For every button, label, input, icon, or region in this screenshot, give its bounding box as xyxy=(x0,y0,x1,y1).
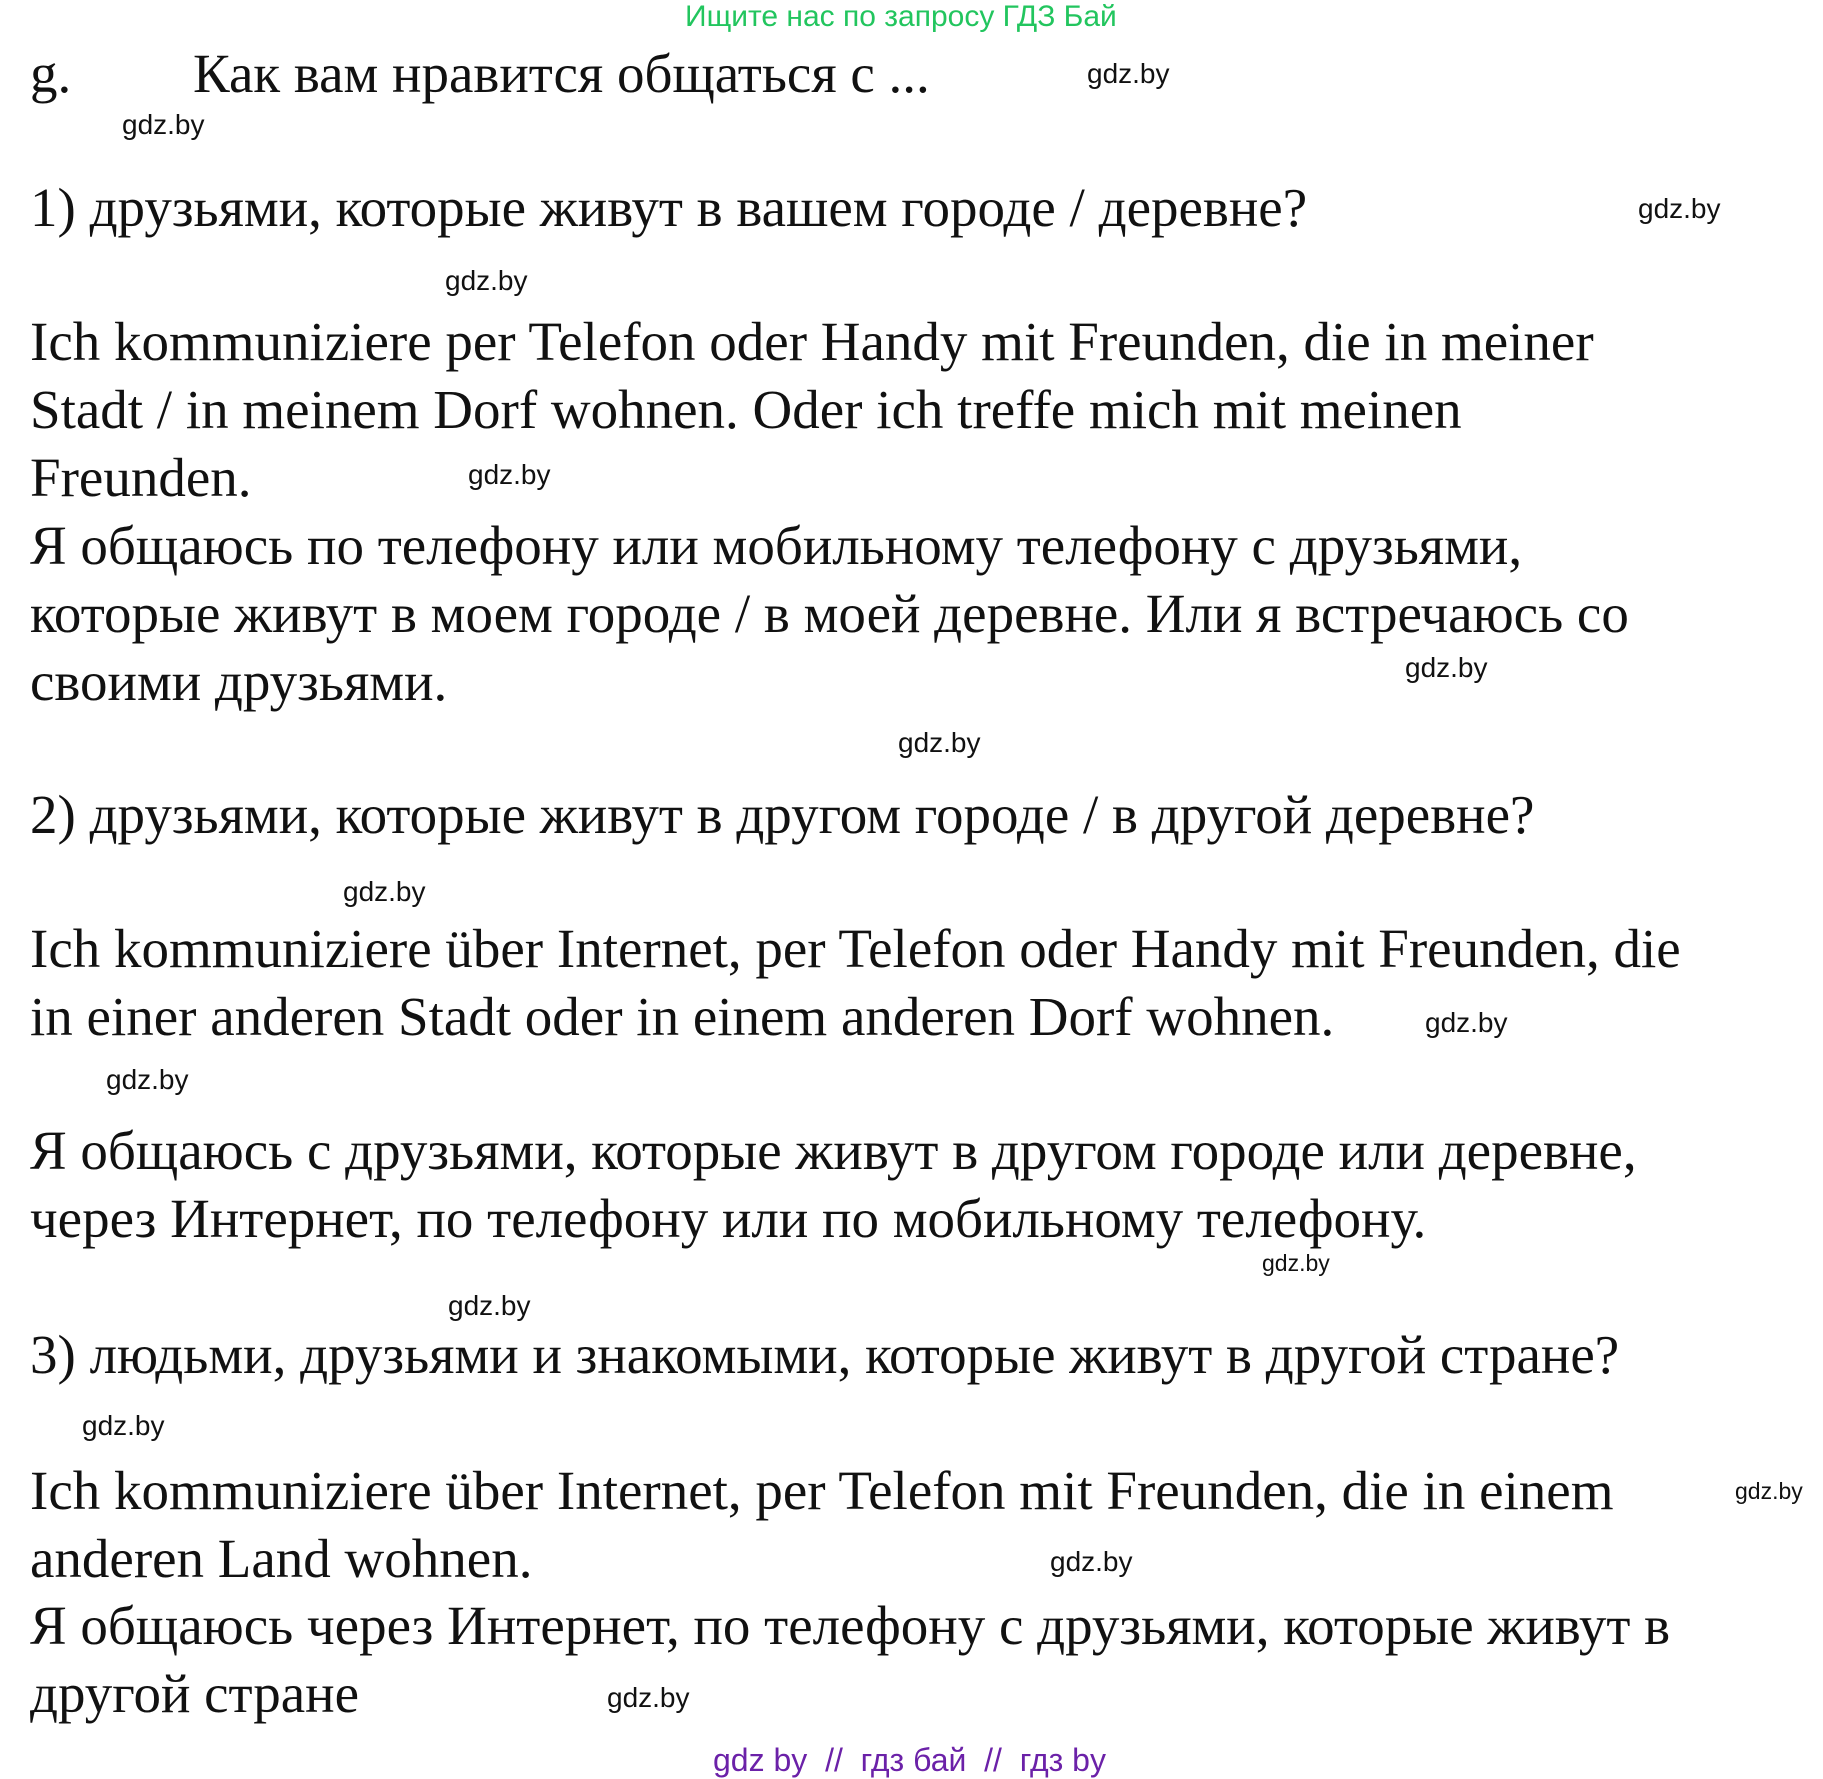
exercise-question: Как вам нравится общаться с ... xyxy=(193,43,930,104)
item-3-question: 3) людьми, друзьями и знакомыми, которые живут в другой стране? xyxy=(30,1324,1620,1385)
watermark: gdz.by xyxy=(1735,1478,1803,1504)
item-2-german-line-1: Ich kommuniziere über Internet, per Telefon oder Handy mit Freunden, die xyxy=(30,918,1681,979)
watermark: gdz.by xyxy=(1425,1007,1508,1038)
item-1-russian-line-3: своими друзьями. xyxy=(30,651,448,712)
item-1-german-line-2: Stadt / in meinem Dorf wohnen. Oder ich treffe mich mit meinen xyxy=(30,379,1462,440)
watermark: gdz.by xyxy=(1638,193,1721,224)
item-1-german-line-1: Ich kommuniziere per Telefon oder Handy mit Freunden, die in meiner xyxy=(30,311,1594,372)
watermark: gdz.by xyxy=(468,459,551,490)
item-2-russian-line-2: через Интернет, по телефону или по мобильному телефону. xyxy=(30,1188,1427,1249)
top-banner: Ищите нас по запросу ГДЗ Бай xyxy=(685,0,1117,33)
watermark: gdz.by xyxy=(82,1410,165,1441)
watermark: gdz.by xyxy=(1262,1250,1330,1276)
item-3-german-line-2: anderen Land wohnen. xyxy=(30,1528,533,1589)
watermark: gdz.by xyxy=(1050,1546,1133,1577)
item-3-russian-line-1: Я общаюсь через Интернет, по телефону с друзьями, которые живут в xyxy=(30,1595,1671,1656)
watermark: gdz.by xyxy=(607,1682,690,1713)
watermark: gdz.by xyxy=(343,876,426,907)
watermark: gdz.by xyxy=(898,727,981,758)
watermark: gdz.by xyxy=(445,265,528,296)
watermark: gdz.by xyxy=(106,1064,189,1095)
item-2-question: 2) друзьями, которые живут в другом городе / в другой деревне? xyxy=(30,784,1535,845)
item-1-russian-line-2: которые живут в моем городе / в моей деревне. Или я встречаюсь со xyxy=(30,583,1629,644)
item-1-russian-line-1: Я общаюсь по телефону или мобильному телефону с друзьями, xyxy=(30,515,1523,576)
watermark: gdz.by xyxy=(1087,58,1170,89)
item-1-german-line-3: Freunden. xyxy=(30,447,252,508)
exercise-letter: g. xyxy=(30,43,72,104)
watermark: gdz.by xyxy=(448,1290,531,1321)
item-3-russian-line-2: другой стране xyxy=(30,1663,360,1724)
watermark: gdz.by xyxy=(122,109,205,140)
item-1-question: 1) друзьями, которые живут в вашем городе / деревне? xyxy=(30,177,1308,238)
bottom-banner: gdz by // гдз бай // гдз by xyxy=(713,1742,1106,1778)
item-2-german-line-2: in einer anderen Stadt oder in einem anderen Dorf wohnen. xyxy=(30,986,1335,1047)
item-2-russian-line-1: Я общаюсь с друзьями, которые живут в другом городе или деревне, xyxy=(30,1120,1637,1181)
watermark: gdz.by xyxy=(1405,652,1488,683)
item-3-german-line-1: Ich kommuniziere über Internet, per Telefon mit Freunden, die in einem xyxy=(30,1460,1614,1521)
